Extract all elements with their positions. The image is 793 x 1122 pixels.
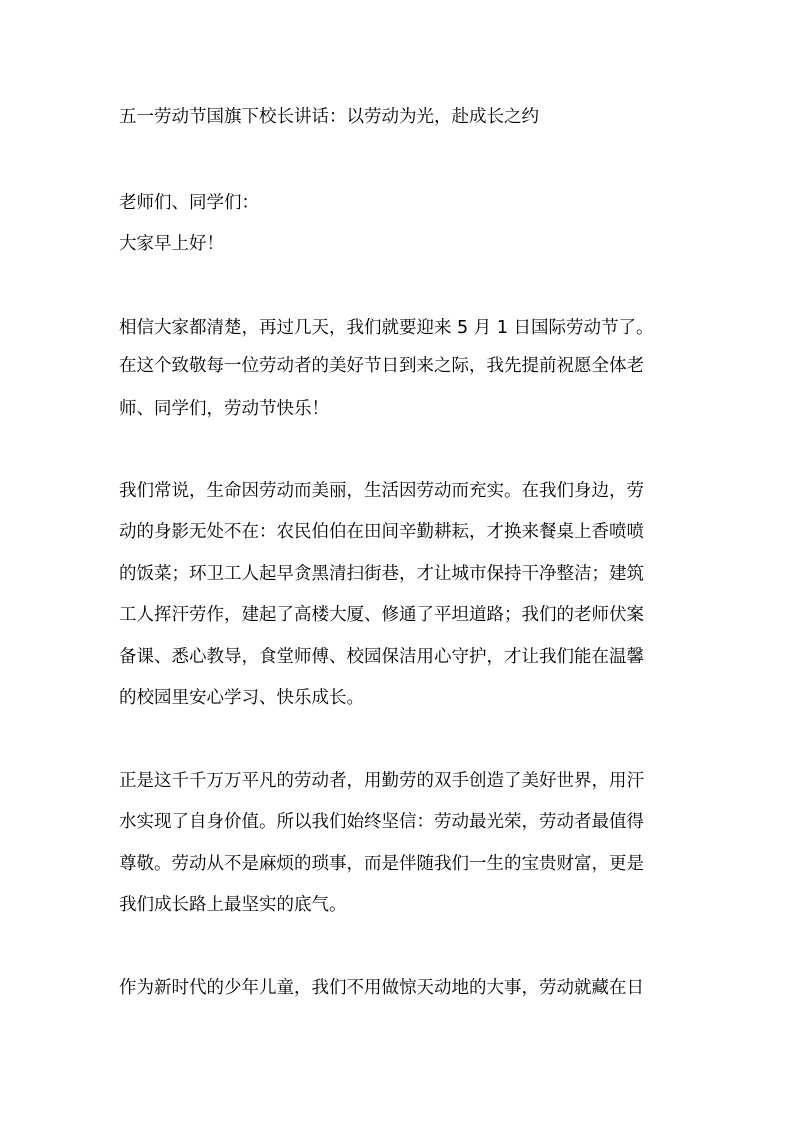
paragraph-2-line: 的饭菜；环卫工人起早贪黑清扫街巷，才让城市保持干净整洁；建筑 — [119, 564, 644, 584]
paragraph-3-line: 正是这千千万万平凡的劳动者，用勤劳的双手创造了美好世界，用汗 — [119, 771, 644, 791]
paragraph-4-line: 作为新时代的少年儿童，我们不用做惊天动地的大事，劳动就藏在日 — [119, 978, 644, 998]
greeting: 大家早上好！ — [119, 234, 224, 254]
paragraph-1-line: 在这个致敬每一位劳动者的美好节日到来之际，我先提前祝愿全体老 — [119, 356, 644, 376]
paragraph-2-line: 我们常说，生命因劳动而美丽，生活因劳动而充实。在我们身边，劳 — [119, 481, 644, 501]
document-title: 五一劳动节国旗下校长讲话：以劳动为光，赴成长之约 — [119, 107, 539, 127]
paragraph-1-line: 相信大家都清楚，再过几天，我们就要迎来 5 月 1 日国际劳动节了。 — [119, 318, 654, 338]
paragraph-2-line: 的校园里安心学习、快乐成长。 — [119, 688, 364, 708]
salutation: 老师们、同学们： — [119, 193, 259, 213]
paragraph-3-line: 尊敬。劳动从不是麻烦的琐事，而是伴随我们一生的宝贵财富，更是 — [119, 854, 644, 874]
paragraph-1-line: 师、同学们，劳动节快乐！ — [119, 399, 329, 419]
paragraph-3-line: 我们成长路上最坚实的底气。 — [119, 895, 347, 915]
paragraph-2-line: 动的身影无处不在：农民伯伯在田间辛勤耕耘，才换来餐桌上香喷喷 — [119, 522, 644, 542]
paragraph-2-line: 工人挥汗劳作，建起了高楼大厦、修通了平坦道路；我们的老师伏案 — [119, 605, 644, 625]
paragraph-3-line: 水实现了自身价值。所以我们始终坚信：劳动最光荣，劳动者最值得 — [119, 812, 644, 832]
paragraph-2-line: 备课、悉心教导，食堂师傅、校园保洁用心守护，才让我们能在温馨 — [119, 647, 644, 667]
